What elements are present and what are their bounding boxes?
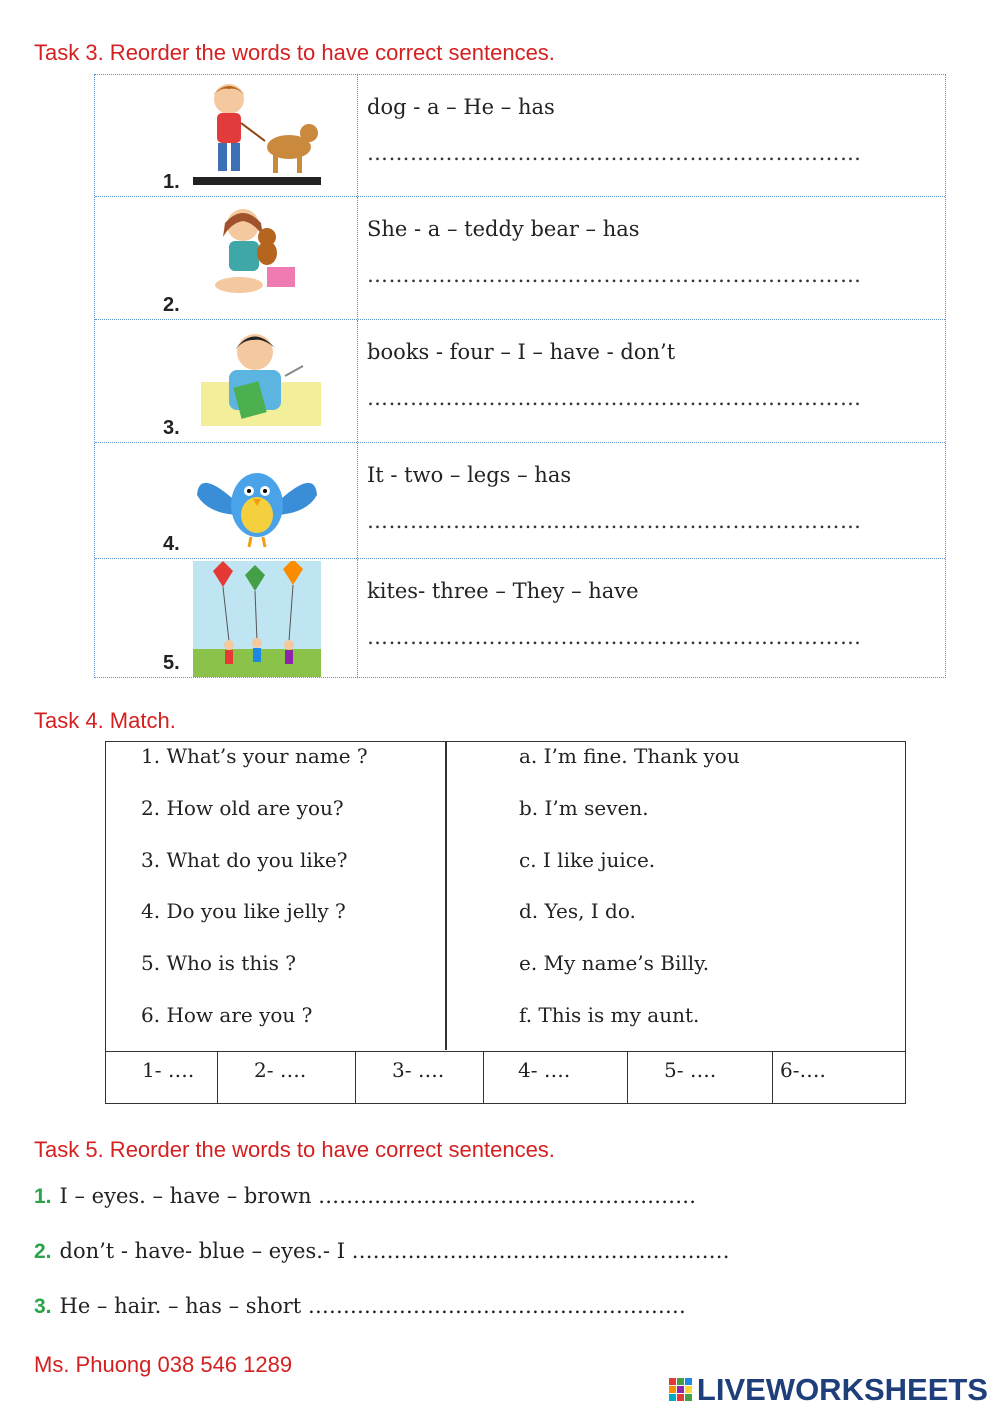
answer-line[interactable]: …………………………………………………………… [367, 509, 862, 533]
question-item: 3. What do you like? [141, 848, 348, 872]
blue-bird-image [193, 449, 321, 553]
scrambled-words: It - two – legs – has [367, 463, 572, 487]
author-footer: Ms. Phuong 038 546 1289 [34, 1352, 293, 1377]
answer-item: e. My name’s Billy. [519, 951, 710, 975]
task3-row [95, 197, 945, 320]
children-flying-kites-image [193, 561, 321, 677]
match-answer-cell[interactable] [106, 1052, 218, 1104]
task3-row [95, 443, 945, 559]
task5-title: Task 5. Reorder the words to have correct sentences. [34, 1137, 555, 1162]
scrambled-words: She - a – teddy bear – has [367, 217, 640, 241]
question-item: 5. Who is this ? [141, 951, 296, 975]
boy-walking-dog-image [193, 81, 321, 185]
answer-column [447, 742, 905, 1052]
match-answer-cell[interactable] [356, 1052, 484, 1104]
task5-item-number: 1. [34, 1185, 52, 1208]
task3-row [95, 559, 945, 677]
task3-row-number: 4. [163, 533, 180, 555]
match-answer-cell[interactable] [484, 1052, 628, 1104]
task3-picture-cell [95, 197, 358, 319]
answer-item: d. Yes, I do. [519, 899, 636, 923]
match-answer-cell[interactable] [773, 1052, 905, 1104]
answer-item: b. I’m seven. [519, 796, 649, 820]
task5-item-number: 3. [34, 1295, 52, 1318]
task3-picture-cell [95, 443, 358, 558]
match-answer-label: 5- …. [664, 1058, 717, 1082]
task3-picture-cell [95, 559, 358, 677]
liveworksheets-grid-icon [669, 1378, 693, 1402]
answer-line[interactable]: …………………………………………………………… [367, 386, 862, 410]
question-item: 1. What’s your name ? [141, 744, 368, 768]
task3-picture-cell [95, 75, 358, 196]
match-answer-label: 1- …. [142, 1058, 195, 1082]
task5-item[interactable] [34, 1239, 730, 1264]
task3-picture-cell [95, 320, 358, 442]
task3-row-number: 1. [163, 171, 180, 193]
task5-item[interactable] [34, 1184, 696, 1209]
task3-row-number: 5. [163, 652, 180, 674]
task3-table [94, 74, 946, 678]
task3-row [95, 320, 945, 443]
task4-title: Task 4. Match. [34, 708, 176, 733]
scrambled-words: dog - a – He – has [367, 95, 555, 119]
girl-with-teddy-bear-image [193, 203, 321, 307]
match-answer-row [106, 1051, 905, 1104]
match-answer-label: 3- …. [392, 1058, 445, 1082]
answer-item: c. I like juice. [519, 848, 656, 872]
liveworksheets-logo [669, 1372, 988, 1408]
task4-match-table [105, 741, 906, 1104]
answer-line[interactable]: …………………………………………………………… [367, 141, 862, 165]
answer-item: f. This is my aunt. [519, 1003, 700, 1027]
boy-reading-book-image [193, 326, 321, 430]
question-item: 4. Do you like jelly ? [141, 899, 346, 923]
answer-item: a. I’m fine. Thank you [519, 744, 740, 768]
match-answer-cell[interactable] [628, 1052, 773, 1104]
logo-text: LIVEWORKSHEETS [696, 1372, 988, 1407]
match-answer-label: 2- …. [254, 1058, 307, 1082]
scrambled-words: books - four – I – have - don’t [367, 340, 676, 364]
task3-title: Task 3. Reorder the words to have correct sentences. [34, 40, 555, 65]
task3-row [95, 75, 945, 197]
scrambled-words: kites- three – They – have [367, 579, 639, 603]
task5-item-text: I – eyes. – have – brown ……………………………………………… [59, 1184, 697, 1208]
answer-line[interactable]: …………………………………………………………… [367, 263, 862, 287]
question-item: 6. How are you ? [141, 1003, 313, 1027]
task3-row-number: 3. [163, 417, 180, 439]
question-item: 2. How old are you? [141, 796, 344, 820]
match-answer-label: 4- …. [518, 1058, 571, 1082]
task3-row-number: 2. [163, 294, 180, 316]
task5-item-number: 2. [34, 1240, 52, 1263]
task5-item[interactable] [34, 1294, 686, 1319]
match-answer-cell[interactable] [218, 1052, 356, 1104]
task5-item-text: don’t - have- blue – eyes.- I ……………………………………………… [59, 1239, 730, 1263]
answer-line[interactable]: …………………………………………………………… [367, 625, 862, 649]
match-answer-label: 6-…. [780, 1058, 826, 1082]
question-column [106, 742, 445, 1052]
task5-item-text: He – hair. – has – short ……………………………………………… [59, 1294, 686, 1318]
